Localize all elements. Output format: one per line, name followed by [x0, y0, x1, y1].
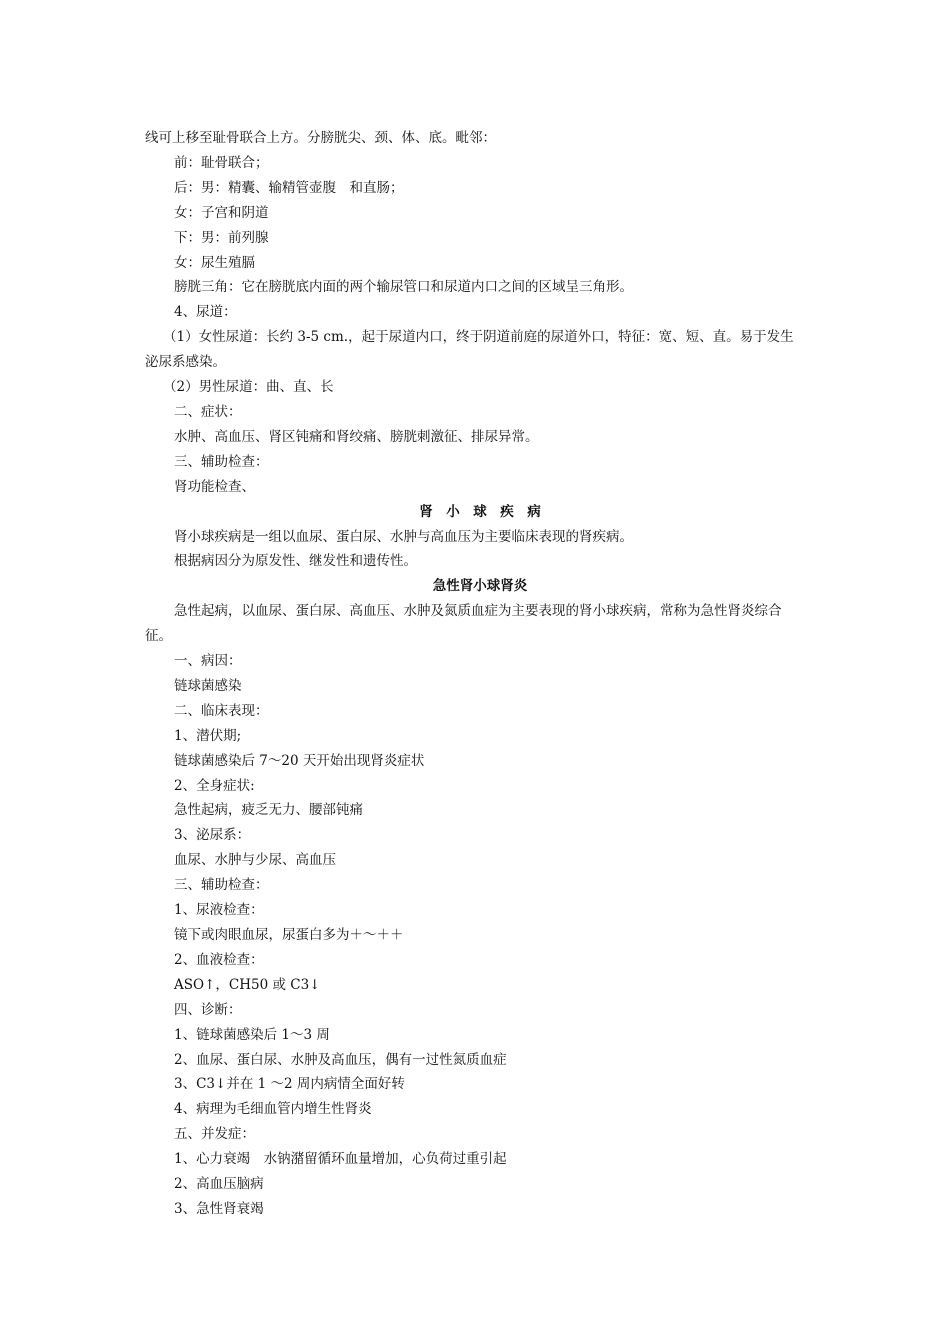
document-body: [145, 126, 815, 1222]
text-line: 线可上移至耻骨联合上方。分膀胱尖、颈、体、底。毗邻：: [145, 130, 496, 146]
text-line: 后：男：精囊、输精管壶腹 和直肠；: [174, 179, 404, 196]
text-line: 肾功能检查、: [174, 478, 255, 495]
text-line: 下：男：前列腺: [174, 229, 269, 246]
text-line: 2、血液检查：: [174, 951, 264, 968]
text-line: 女：子宫和阴道: [174, 204, 269, 221]
text-line: 镜下或肉眼血尿，尿蛋白多为＋～＋＋: [174, 927, 404, 943]
text-line: 1、链球菌感染后 1～3 周: [174, 1026, 330, 1043]
text-line: 3、C3↓并在 1 ～2 周内病情全面好转: [174, 1076, 405, 1093]
text-line: 二、临床表现：: [174, 702, 269, 719]
text-line: 女：尿生殖膈: [174, 254, 255, 271]
text-line: 4、尿道：: [174, 304, 237, 321]
text-line: 二、症状：: [174, 403, 242, 420]
text-line: 2、血尿、蛋白尿、水肿及高血压，偶有一过性氮质血症: [174, 1051, 507, 1068]
text-line: 三、辅助检查：: [174, 877, 269, 894]
text-line: 三、辅助检查：: [174, 453, 269, 470]
text-line: （2）男性尿道：曲、直、长: [163, 379, 334, 396]
text-paragraph: 急性起病，以血尿、蛋白尿、高血压、水肿及氮质血症为主要表现的肾小球疾病，常称为急性肾炎综合征。: [145, 603, 782, 645]
text-line: 一、病因：: [174, 653, 242, 670]
text-line: 水肿、高血压、肾区钝痛和肾绞痛、膀胱刺激征、排尿异常。: [174, 428, 539, 445]
text-line: 1、尿液检查：: [174, 902, 264, 919]
text-line: 膀胱三角：它在膀胱底内面的两个输尿管口和尿道内口之间的区域呈三角形。: [174, 279, 633, 296]
text-line: 前：耻骨联合；: [174, 154, 269, 171]
text-line: 根据病因分为原发性、继发性和遗传性。: [174, 553, 417, 570]
text-line: 1、潜伏期;: [174, 727, 242, 744]
text-line: 3、泌尿系：: [174, 827, 251, 844]
text-line: 2、全身症状:: [174, 777, 255, 794]
text-line: 链球菌感染: [174, 677, 242, 694]
text-line: 1、心力衰竭 水钠潴留循环血量增加，心负荷过重引起: [174, 1151, 507, 1168]
text-line: 肾小球疾病是一组以血尿、蛋白尿、水肿与高血压为主要临床表现的肾疾病。: [174, 528, 633, 545]
text-line: 急性起病，疲乏无力、腰部钝痛: [174, 802, 363, 819]
text-line: 2、高血压脑病: [174, 1176, 264, 1193]
text-line: 四、诊断：: [174, 1001, 242, 1018]
text-line: 血尿、水肿与少尿、高血压: [174, 852, 336, 869]
text-paragraph: （1）女性尿道：长约 3-5 cm.，起于尿道内口，终于阴道前庭的尿道外口，特征：宽、短、直。易于发生泌尿系感染。: [145, 329, 794, 371]
text-line: 链球菌感染后 7～20 天开始出现肾炎症状: [174, 752, 425, 769]
subsection-title: 急性肾小球肾炎: [432, 578, 528, 595]
section-title: 肾 小 球 疾 病: [419, 503, 541, 520]
text-line: ASO↑，CH50 或 C3↓: [174, 976, 321, 993]
text-line: 4、病理为毛细血管内增生性肾炎: [174, 1101, 372, 1118]
text-line: 3、急性肾衰竭: [174, 1200, 264, 1217]
text-line: 五、并发症：: [174, 1126, 255, 1143]
